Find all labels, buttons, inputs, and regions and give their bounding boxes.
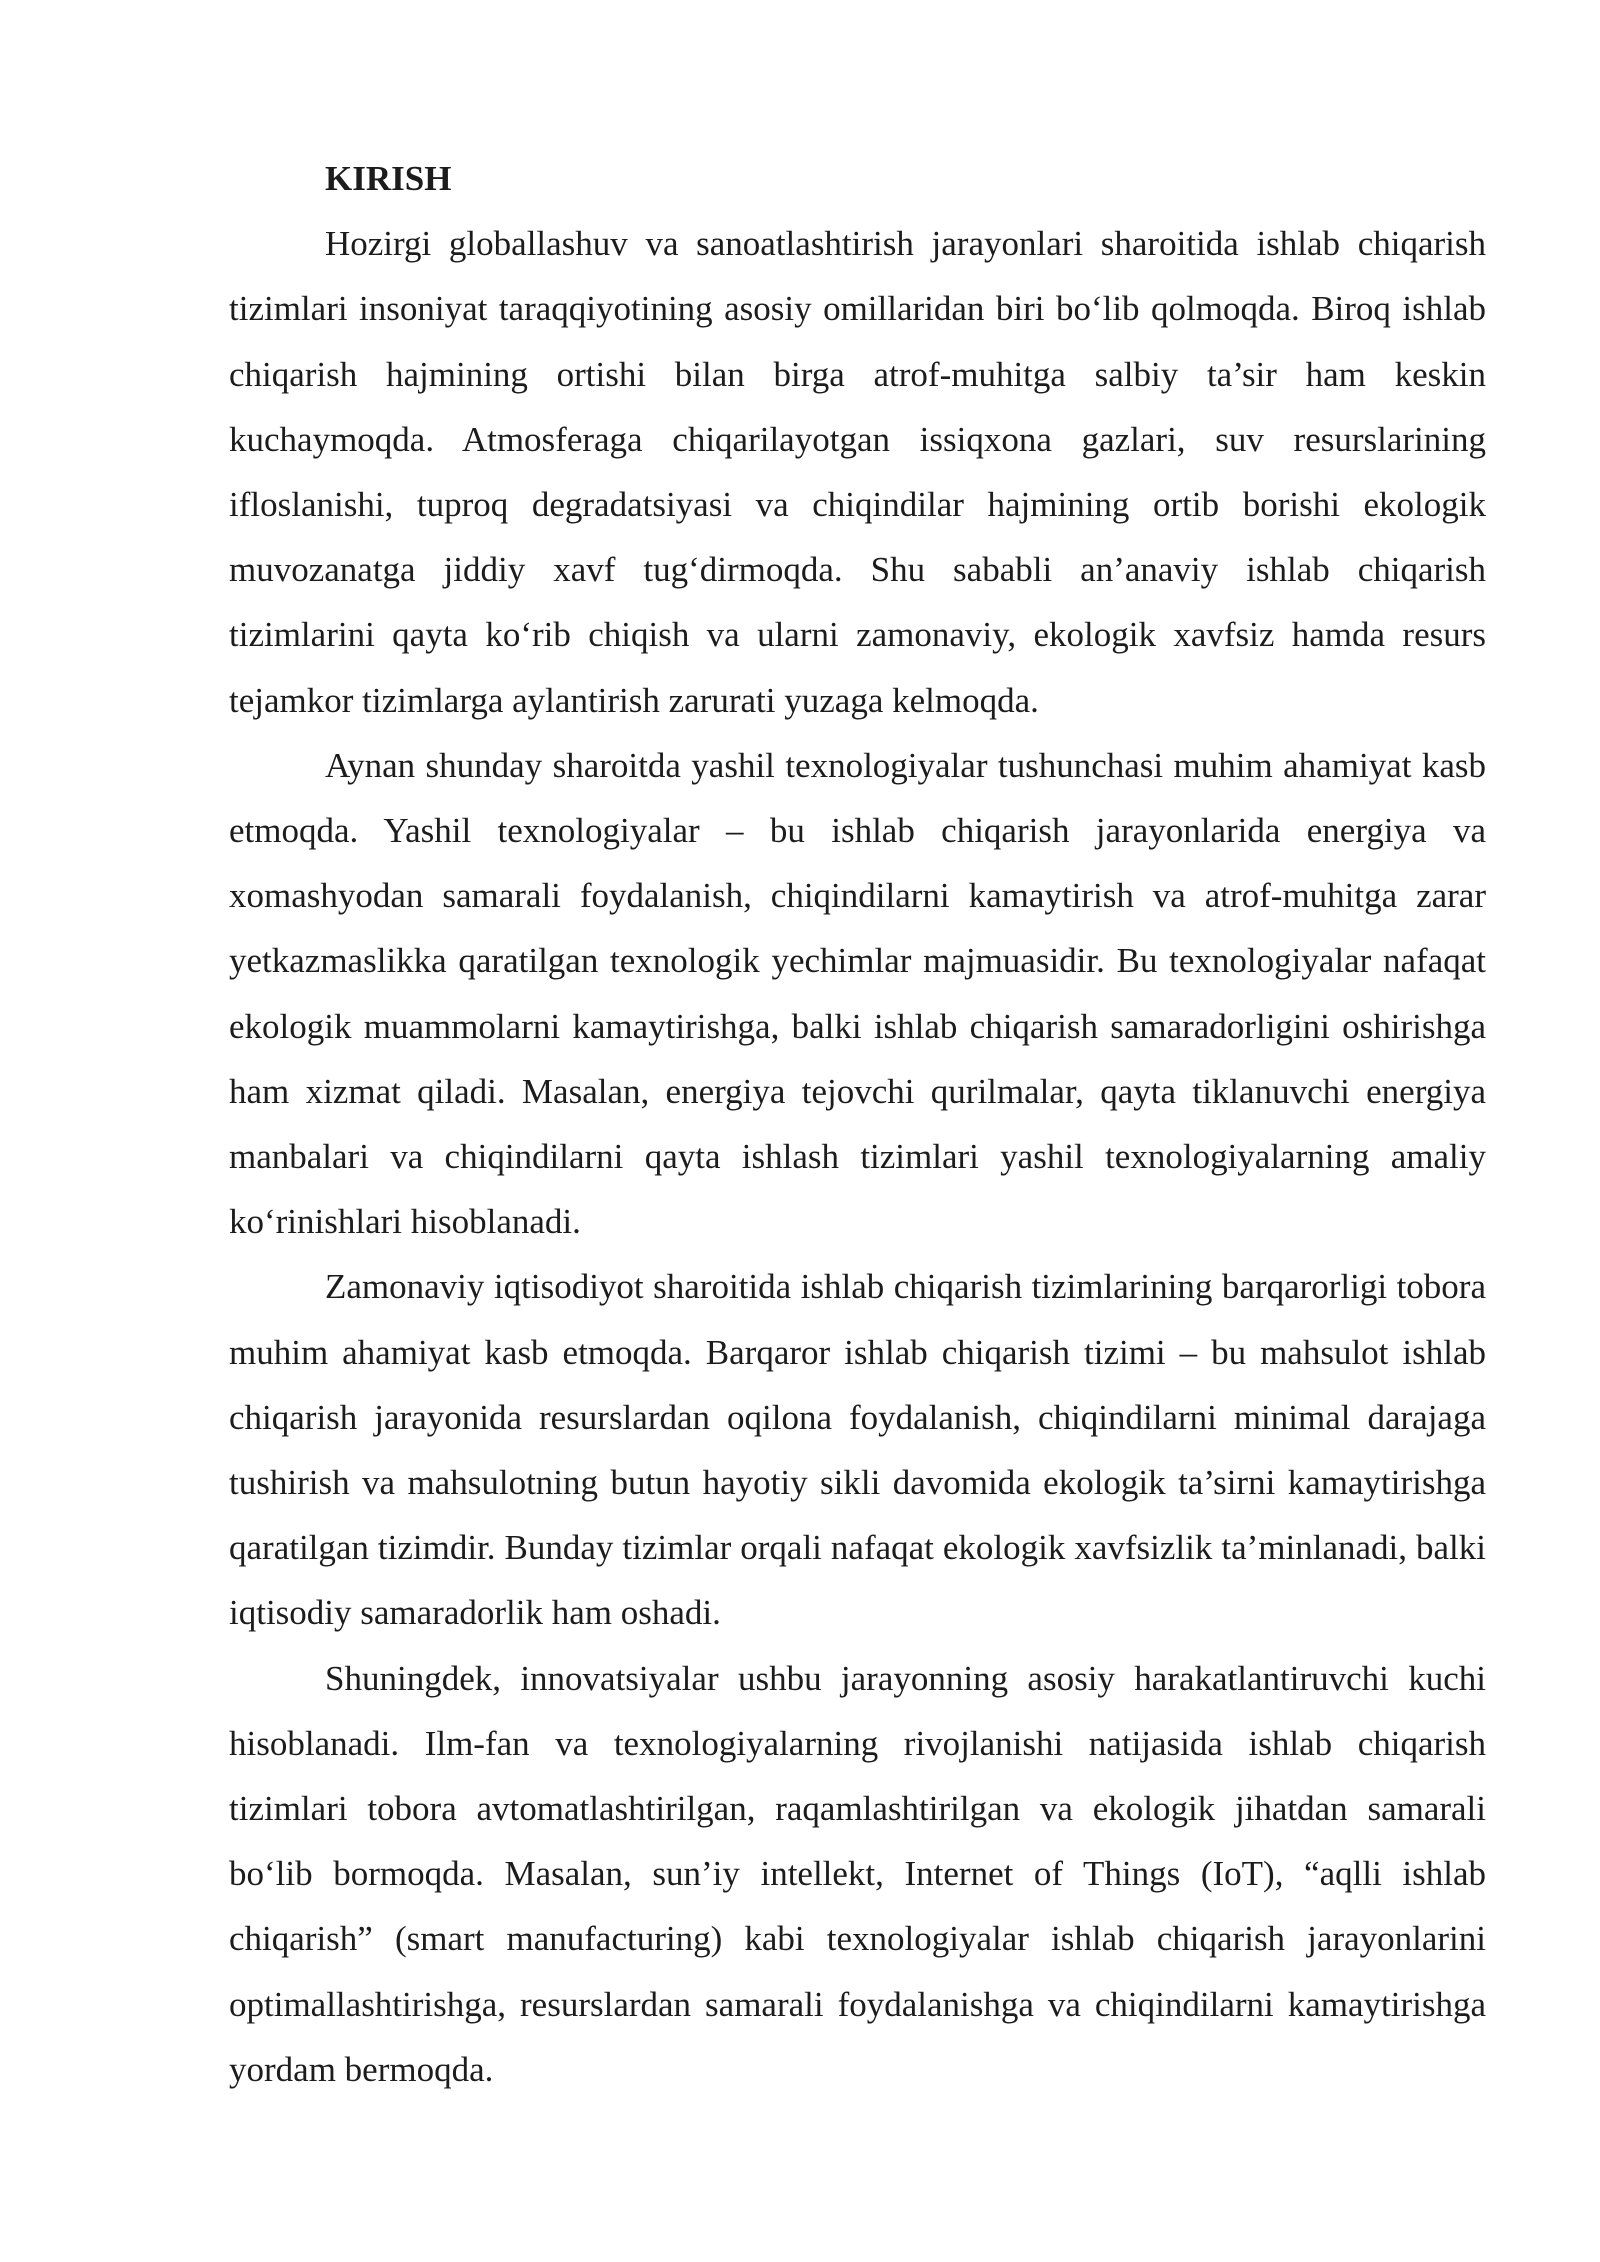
paragraph: Hozirgi globallashuv va sanoatlashtirish jarayonlari sharoitida ishlab chiqarish tizimlari insoniyat taraqqiyotining asosiy omillaridan biri bo‘lib qolmoqda. Biroq ishlab chiqarish hajmining ortishi bilan birga atrof-muhitga salbiy ta’sir ham keskin kuchaymoqda. Atmosferaga chiqarilayotgan issiqxona gazlari, suv resurslarining ifloslanishi, tuproq degradatsiyasi va chiqindilar hajmining ortib borishi ekologik muvozanatga jiddiy xavf tug‘dirmoqda. Shu sababli an’anaviy ishlab chiqarish tizimlarini qayta ko‘rib chiqish va ularni zamonaviy, ekologik xavfsiz hamda resurs tejamkor tizimlarga aylantirish zarurati yuzaga kelmoqda. [229,224,1486,720]
paragraph: Zamonaviy iqtisodiyot sharoitida ishlab chiqarish tizimlarining barqarorligi tobora muhim ahamiyat kasb etmoqda. Barqaror ishlab chiqarish tizimi – bu mahsulot ishlab chiqarish jarayonida resurslardan oqilona foydalanish, chiqindilarni minimal darajaga tushirish va mahsulotning butun hayotiy sikli davomida ekologik ta’sirni kamaytirishga qaratilgan tizimdir. Bunday tizimlar orqali nafaqat ekologik xavfsizlik ta’minlanadi, balki iqtisodiy samaradorlik ham oshadi. [229,1267,1486,1633]
paragraph: Shuningdek, innovatsiyalar ushbu jarayonning asosiy harakatlantiruvchi kuchi hisoblanadi. Ilm-fan va texnologiyalarning rivojlanishi natijasida ishlab chiqarish tizimlari tobora avtomatlashtirilgan, raqamlashtirilgan va ekologik jihatdan samarali bo‘lib bormoqda. Masalan, sun’iy intellekt, Internet of Things (IoT), “aqlli ishlab chiqarish” (smart manufacturing) kabi texnologiyalar ishlab chiqarish jarayonlarini optimallashtirishga, resurslardan samarali foydalanishga va chiqindilarni kamaytirishga yordam bermoqda. [229,1658,1486,2089]
paragraph: Aynan shunday sharoitda yashil texnologiyalar tushunchasi muhim ahamiyat kasb etmoqda. Yashil texnologiyalar – bu ishlab chiqarish jarayonlarida energiya va xomashyodan samarali foydalanish, chiqindilarni kamaytirish va atrof-muhitga zarar yetkazmaslikka qaratilgan texnologik yechimlar majmuasidir. Bu texnologiyalar nafaqat ekologik muammolarni kamaytirishga, balki ishlab chiqarish samaradorligini oshirishga ham xizmat qiladi. Masalan, energiya tejovchi qurilmalar, qayta tiklanuvchi energiya manbalari va chiqindilarni qayta ishlash tizimlari yashil texnologiyalarning amaliy ko‘rinishlari hisoblanadi. [229,745,1486,1242]
section-heading: KIRISH [325,159,452,198]
document-body [229,146,1486,2102]
